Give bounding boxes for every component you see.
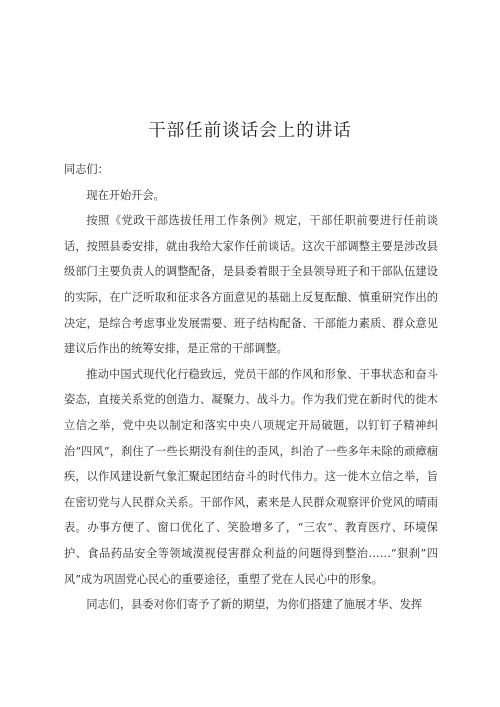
paragraph-opening: 现在开始开会。 xyxy=(86,188,165,202)
paragraph-regulations: 按照《党政干部选拔任用工作条例》规定，干部任职前要进行任前谈话，按照县委安排，就由我给大家作任前谈话。这次干部调整主要是涉改县级部门主要负责人的调整配备，是县委着眼于全县领导班子和干部队伍建设的实际，在广泛听取和征求各方面意见的基础上反复酝酿、慎重研究作出的决定，是综合考虑事业发展需要、班子结构配备、干部能力素质、群众意见建议后作出的统筹安排，是正常的干部调整。 xyxy=(64,214,438,356)
salutation: 同志们： xyxy=(64,163,109,176)
paragraph-expectations: 同志们，县委对你们寄予了新的期望，为你们搭建了施展才华、发挥 xyxy=(86,598,423,612)
document-body xyxy=(64,157,438,618)
paragraph-work-style: 推动中国式现代化行稳致远，党员干部的作风和形象、干事状态和奋斗姿态，直接关系党的创造力、凝聚力、战斗力。作为我们党在新时代的徙木立信之举，党中央以制定和落实中央八项规定开局破题，以钉钉子精神纠治“四风”，刹住了一些长期没有刹住的歪风，纠治了一些多年未除的顽瘴痼疾，以作风建设新气象汇聚起团结奋斗的时代伟力。这一徙木立信之举，旨在密切党与人民群众关系。干部作风，素来是人民群众观察评价党风的晴雨表。办事方便了、窗口优化了、笑脸增多了，“三农”、教育医疗、环境保护、食品药品安全等领域漠视侵害群众利益的问题得到整治……“狠刹”四风”成为巩固党心民心的重要途径，重塑了党在人民心中的形象。 xyxy=(64,367,438,586)
document-title: 干部任前谈话会上的讲话 xyxy=(148,121,352,141)
